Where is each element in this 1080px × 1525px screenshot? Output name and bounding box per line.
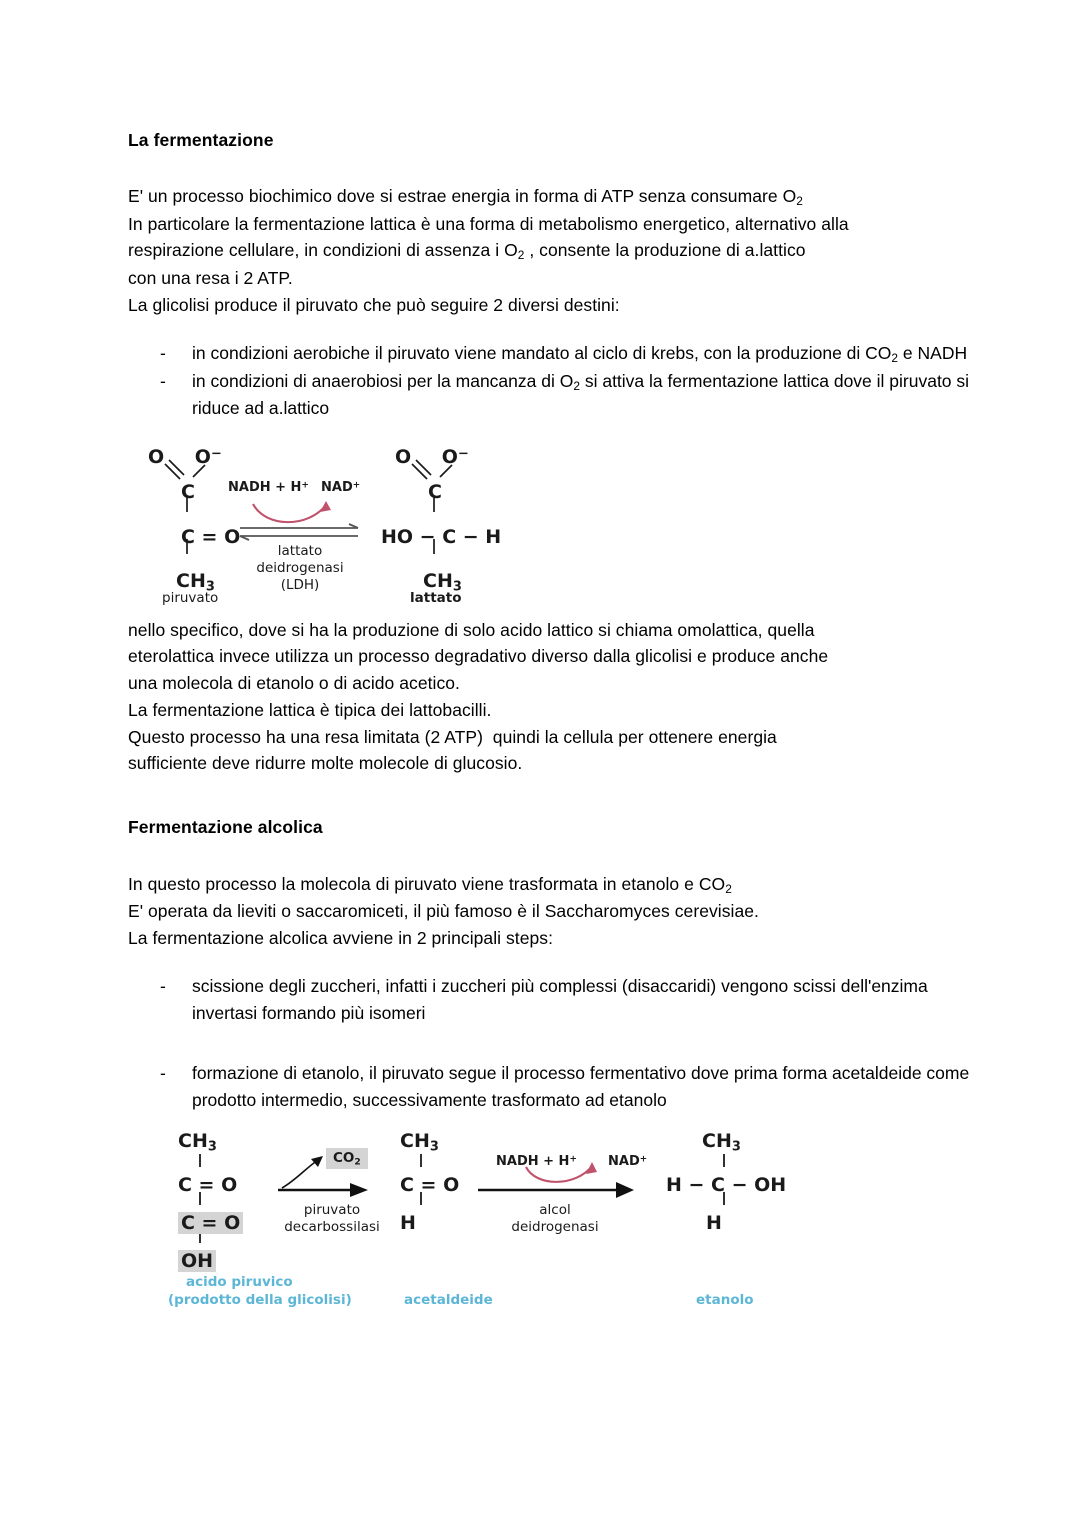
cofactor-nadh-alcoholic (496, 1154, 577, 1169)
list-item (128, 368, 978, 422)
etanolo-r1: CH (702, 1130, 732, 1152)
alcolica-line-3: La fermentazione alcolica avviene in 2 principali steps: (128, 927, 553, 948)
list-item-text-a: in condizioni di anaerobiosi per la mancanza di O (192, 370, 574, 391)
list-dash: - (160, 343, 166, 364)
diagram-alcoholic-fermentation (168, 1130, 798, 1317)
molecule-lattato (381, 446, 505, 595)
enzyme-piruvato-decarbossilasi-line-2: decarbossilasi (284, 1218, 380, 1235)
omolattica-paragraph (128, 617, 978, 778)
acido-piruvico-r1-subscript: 3 (207, 1139, 217, 1155)
list-item (128, 1060, 978, 1114)
alcolica-paragraph (128, 871, 978, 952)
cofactor-nadh-alcoholic-label: NADH + H (496, 1154, 570, 1169)
acetaldeide-r1-subscript: 3 (429, 1139, 439, 1155)
omolattica-line-4: La fermentazione lattica è tipica dei lattobacilli. (128, 699, 492, 720)
cofactor-nadh (228, 480, 309, 495)
acetaldeide-r2: C = O (400, 1174, 460, 1197)
intro-line-3a: respirazione cellulare, in condizioni di assenza i O (128, 240, 518, 261)
bullet-list-destini (128, 340, 978, 421)
list-item (128, 973, 978, 1027)
intro-line-2: In particolare la fermentazione lattica è una forma di metabolismo energetico, alternativo alla (128, 213, 849, 234)
lattato-c2: HO − C − H (381, 526, 502, 548)
page-title: La fermentazione (128, 130, 274, 150)
molecule-acetaldeide (400, 1132, 480, 1233)
piruvato-c3-subscript: 3 (205, 579, 215, 595)
lattato-o-charge: − (457, 446, 469, 462)
lattato-c3: CH (423, 570, 453, 592)
lattato-o-right: O (441, 446, 458, 468)
list-item-subscript: 2 (573, 378, 580, 393)
cofactor-nad-label: NAD (321, 480, 353, 495)
enzyme-lattato-deidrogenasi (246, 543, 354, 594)
cofactor-nad (321, 480, 360, 495)
alcolica-line-1a: In questo processo la molecola di piruvato viene trasformata in etanolo e CO (128, 873, 726, 894)
cofactor-nadh-charge: + (301, 480, 309, 491)
alcolica-line-1-subscript: 2 (725, 881, 732, 896)
enzyme-alcol-deidrogenasi-line-1: alcol (539, 1202, 571, 1218)
caption-piruvato: piruvato (162, 590, 219, 606)
enzyme-line-2: deidrogenasi (256, 559, 344, 576)
piruvato-c1: C (181, 481, 195, 503)
intro-paragraph (128, 183, 978, 318)
acido-piruvico-r1: CH (178, 1130, 208, 1152)
omolattica-line-2: eterolattica invece utilizza un processo degradativo diverso dalla glicolisi e produce anche (128, 646, 829, 667)
molecule-acido-piruvico (178, 1132, 268, 1271)
lattato-c1: C (428, 481, 442, 503)
cofactor-nad-alcoholic-label: NAD (608, 1154, 640, 1169)
byproduct-co2-label: CO (333, 1150, 355, 1166)
enzyme-alcol-deidrogenasi-line-2: deidrogenasi (511, 1218, 599, 1235)
list-item-text-b: e NADH (898, 343, 968, 364)
cofactor-nadh-label: NADH + H (228, 480, 302, 495)
diagram-lactic-fermentation (148, 448, 518, 613)
caption-acido-piruvico-line-1: acido piruvico (186, 1274, 293, 1290)
omolattica-line-1: nello specifico, dove si ha la produzione di solo acido lattico si chiama omolattica, quella (128, 619, 815, 640)
acido-piruvico-r2: C = O (178, 1174, 238, 1197)
list-item-text: scissione degli zuccheri, infatti i zuccheri più complessi (disaccaridi) vengono scissi dell'enzima invertasi formando più isomeri (192, 976, 928, 1024)
intro-line-1-subscript: 2 (796, 194, 803, 209)
cofactor-nadh-alcoholic-charge: + (569, 1154, 577, 1165)
intro-line-3b: , consente la produzione di a.lattico (524, 240, 806, 261)
list-dash: - (160, 1062, 166, 1083)
molecule-etanolo (666, 1130, 812, 1235)
acetaldeide-r1: CH (400, 1130, 430, 1152)
cofactor-nad-alcoholic (608, 1154, 647, 1169)
list-dash: - (160, 370, 166, 391)
piruvato-c3: CH (176, 570, 206, 592)
list-item-text-a: in condizioni aerobiche il piruvato viene mandato al ciclo di krebs, con la produzione di CO (192, 343, 892, 364)
cofactor-nad-alcoholic-charge: + (639, 1154, 648, 1165)
omolattica-line-6: sufficiente deve ridurre molte molecole di glucosio. (128, 753, 523, 774)
etanolo-r3: H (706, 1212, 722, 1235)
cofactor-nad-charge: + (352, 480, 361, 491)
section-heading-fermentazione-alcolica: Fermentazione alcolica (128, 817, 323, 838)
intro-line-3-subscript: 2 (517, 248, 525, 263)
acido-piruvico-r4: OH (178, 1250, 216, 1272)
acetaldeide-r3: H (400, 1212, 416, 1235)
piruvato-c2: C = O (181, 526, 241, 548)
bullet-list-steps (128, 973, 978, 1113)
lattato-c3-subscript: 3 (452, 579, 462, 595)
caption-etanolo: etanolo (696, 1292, 754, 1308)
byproduct-co2 (326, 1148, 368, 1169)
enzyme-piruvato-decarbossilasi-line-1: piruvato (303, 1202, 361, 1218)
enzyme-line-3: (LDH) (280, 576, 320, 593)
enzyme-piruvato-decarbossilasi (276, 1202, 388, 1236)
list-item-subscript: 2 (891, 351, 899, 366)
etanolo-r1-subscript: 3 (731, 1139, 741, 1155)
acido-piruvico-r3: C = O (178, 1212, 243, 1234)
enzyme-line-1: lattato (277, 543, 323, 559)
intro-line-1: E' un processo biochimico dove si estrae energia in forma di ATP senza consumare O (128, 186, 797, 207)
caption-acido-piruvico (168, 1274, 352, 1309)
list-dash: - (160, 976, 166, 997)
intro-line-4: con una resa i 2 ATP. (128, 267, 293, 288)
lattato-o-left: O (395, 446, 412, 468)
piruvato-o-left: O (148, 446, 165, 468)
caption-lattato: lattato (410, 590, 462, 606)
document-content (128, 128, 978, 1113)
alcolica-line-2: E' operata da lieviti o saccaromiceti, il più famoso è il Saccharomyces cerevisiae. (128, 900, 759, 921)
list-item-text-b: si attiva la fermentazione lattica dove il piruvato si riduce ad a.lattico (192, 370, 970, 418)
omolattica-line-5: Questo processo ha una resa limitata (2 ATP) quindi la cellula per ottenere energia (128, 726, 777, 747)
caption-acetaldeide: acetaldeide (404, 1292, 493, 1308)
intro-line-5: La glicolisi produce il piruvato che può seguire 2 diversi destini: (128, 294, 620, 315)
byproduct-co2-subscript: 2 (354, 1156, 361, 1168)
omolattica-line-3: una molecola di etanolo o di acido acetico. (128, 673, 460, 694)
enzyme-alcol-deidrogenasi (500, 1202, 610, 1236)
piruvato-o-right: O (194, 446, 211, 468)
molecule-piruvato (148, 446, 241, 595)
piruvato-o-charge: − (210, 446, 222, 462)
list-item (128, 340, 978, 367)
caption-acido-piruvico-line-2: (prodotto della glicolisi) (168, 1291, 352, 1308)
list-item-text: formazione di etanolo, il piruvato segue il processo fermentativo dove prima forma acetaldeide come prodotto intermedio, successivamente trasformato ad etanolo (192, 1062, 970, 1110)
etanolo-r2: H − C − OH (666, 1174, 787, 1197)
